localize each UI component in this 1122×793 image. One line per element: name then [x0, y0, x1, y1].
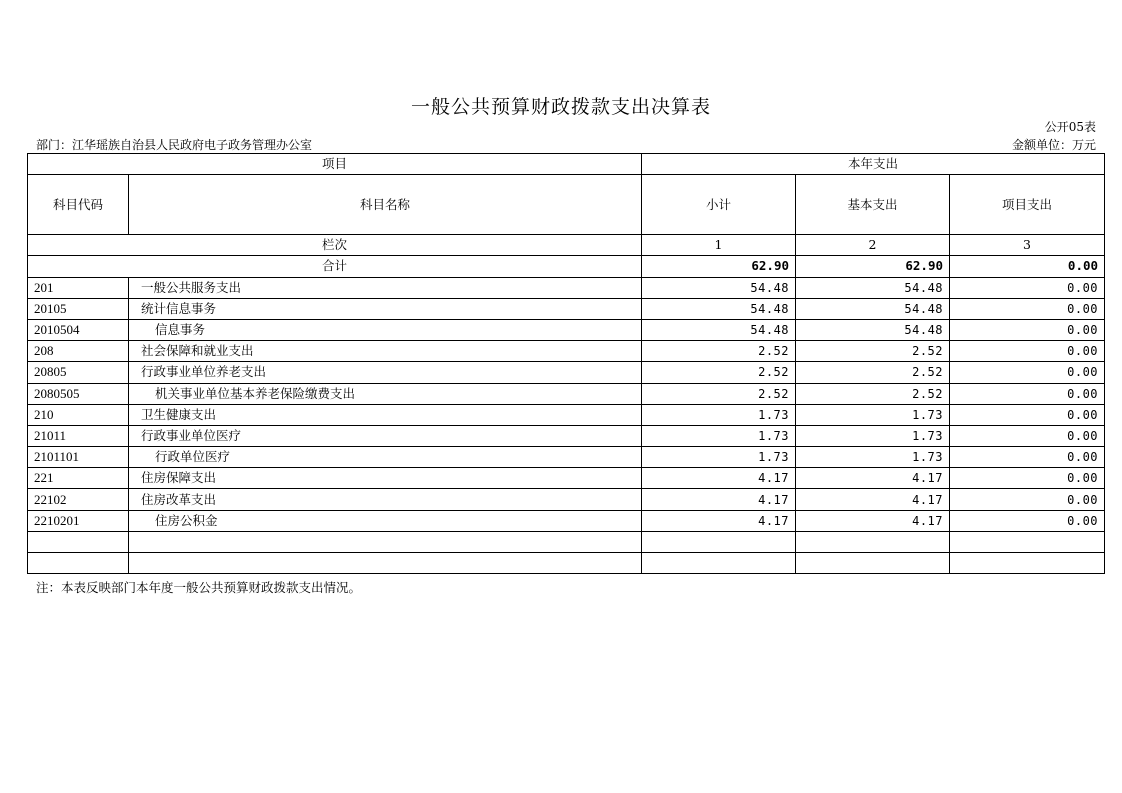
header-subtotal: 小计	[642, 175, 796, 235]
amount-unit-label: 金额单位：万元	[1011, 138, 1096, 152]
row-subtotal: 54.48	[642, 277, 796, 298]
header-row-2	[28, 175, 1105, 235]
row-name: 行政事业单位医疗	[141, 427, 242, 443]
row-name: 社会保障和就业支出	[141, 343, 254, 359]
header-current-year: 本年支出	[642, 154, 1105, 175]
header-code: 科目代码	[28, 175, 129, 235]
row-project: 0.00	[950, 362, 1105, 383]
empty-row	[28, 531, 1105, 552]
total-subtotal: 62.90	[642, 256, 796, 277]
row-basic: 54.48	[796, 298, 950, 319]
row-subtotal: 54.48	[642, 319, 796, 340]
total-row	[28, 256, 1105, 277]
empty-cell	[796, 531, 950, 552]
row-code: 208	[28, 341, 129, 362]
row-name-cell	[129, 341, 642, 362]
table-row	[28, 383, 1105, 404]
row-code: 20105	[28, 298, 129, 319]
column-number-3: 3	[950, 235, 1105, 256]
row-name: 机关事业单位基本养老保险缴费支出	[155, 385, 356, 401]
row-subtotal: 1.73	[642, 404, 796, 425]
row-name-cell	[129, 319, 642, 340]
page-title: 一般公共预算财政拨款支出决算表	[410, 96, 711, 118]
table-row	[28, 510, 1105, 531]
table-row	[28, 277, 1105, 298]
row-name-cell	[129, 510, 642, 531]
department-label: 部门：江华瑶族自治县人民政府电子政务管理办公室	[36, 138, 313, 152]
row-basic: 2.52	[796, 362, 950, 383]
row-basic: 54.48	[796, 319, 950, 340]
table-row	[28, 341, 1105, 362]
row-basic: 4.17	[796, 510, 950, 531]
row-code: 20805	[28, 362, 129, 383]
row-name: 住房改革支出	[141, 491, 217, 507]
total-basic: 62.90	[796, 256, 950, 277]
row-name-cell	[129, 362, 642, 383]
empty-cell	[28, 553, 129, 574]
column-number-row	[28, 235, 1105, 256]
row-code: 210	[28, 404, 129, 425]
table-row	[28, 489, 1105, 510]
row-name-cell	[129, 383, 642, 404]
row-project: 0.00	[950, 468, 1105, 489]
empty-row	[28, 553, 1105, 574]
row-project: 0.00	[950, 447, 1105, 468]
row-basic: 1.73	[796, 404, 950, 425]
empty-cell	[950, 531, 1105, 552]
row-name-cell	[129, 489, 642, 510]
expenditure-table	[27, 153, 1105, 574]
table-row	[28, 298, 1105, 319]
row-project: 0.00	[950, 510, 1105, 531]
column-number-label: 栏次	[28, 235, 642, 256]
row-code: 2210201	[28, 510, 129, 531]
total-label: 合计	[28, 256, 642, 277]
row-project: 0.00	[950, 404, 1105, 425]
row-name: 住房公积金	[155, 512, 218, 528]
row-subtotal: 54.48	[642, 298, 796, 319]
row-basic: 2.52	[796, 341, 950, 362]
empty-cell	[28, 531, 129, 552]
header-basic: 基本支出	[796, 175, 950, 235]
row-project: 0.00	[950, 341, 1105, 362]
row-name: 信息事务	[155, 322, 206, 338]
empty-cell	[950, 553, 1105, 574]
table-row	[28, 468, 1105, 489]
empty-cell	[642, 553, 796, 574]
row-name: 行政单位医疗	[155, 449, 231, 465]
row-subtotal: 2.52	[642, 341, 796, 362]
empty-cell	[129, 553, 642, 574]
row-basic: 1.73	[796, 447, 950, 468]
row-name-cell	[129, 277, 642, 298]
row-subtotal: 2.52	[642, 383, 796, 404]
row-name-cell	[129, 447, 642, 468]
empty-cell	[129, 531, 642, 552]
row-name-cell	[129, 425, 642, 446]
row-subtotal: 4.17	[642, 468, 796, 489]
empty-cell	[642, 531, 796, 552]
row-project: 0.00	[950, 298, 1105, 319]
row-basic: 4.17	[796, 468, 950, 489]
row-code: 2010504	[28, 319, 129, 340]
row-subtotal: 1.73	[642, 425, 796, 446]
row-code: 2080505	[28, 383, 129, 404]
row-basic: 54.48	[796, 277, 950, 298]
form-number: 公开05表	[1044, 120, 1096, 134]
column-number-1: 1	[642, 235, 796, 256]
row-subtotal: 4.17	[642, 489, 796, 510]
row-project: 0.00	[950, 277, 1105, 298]
header-project: 项目	[28, 154, 642, 175]
header-name: 科目名称	[129, 175, 642, 235]
row-name: 统计信息事务	[141, 300, 217, 316]
row-name-cell	[129, 468, 642, 489]
table-row	[28, 404, 1105, 425]
table-row	[28, 425, 1105, 446]
row-basic: 4.17	[796, 489, 950, 510]
row-subtotal: 4.17	[642, 510, 796, 531]
row-name: 卫生健康支出	[141, 406, 217, 422]
header-project-expenditure: 项目支出	[950, 175, 1105, 235]
table-note: 注：本表反映部门本年度一般公共预算财政拨款支出情况。	[36, 580, 362, 595]
row-project: 0.00	[950, 489, 1105, 510]
row-basic: 2.52	[796, 383, 950, 404]
row-code: 201	[28, 277, 129, 298]
row-code: 2101101	[28, 447, 129, 468]
row-name: 行政事业单位养老支出	[141, 364, 267, 380]
row-basic: 1.73	[796, 425, 950, 446]
table-row	[28, 362, 1105, 383]
table-row	[28, 447, 1105, 468]
row-project: 0.00	[950, 383, 1105, 404]
row-project: 0.00	[950, 425, 1105, 446]
row-name-cell	[129, 404, 642, 425]
row-subtotal: 1.73	[642, 447, 796, 468]
total-project: 0.00	[950, 256, 1105, 277]
row-code: 221	[28, 468, 129, 489]
row-code: 21011	[28, 425, 129, 446]
table-row	[28, 319, 1105, 340]
row-name: 一般公共服务支出	[141, 279, 242, 295]
header-row-1	[28, 154, 1105, 175]
column-number-2: 2	[796, 235, 950, 256]
row-subtotal: 2.52	[642, 362, 796, 383]
row-project: 0.00	[950, 319, 1105, 340]
row-name: 住房保障支出	[141, 470, 217, 486]
row-name-cell	[129, 298, 642, 319]
empty-cell	[796, 553, 950, 574]
row-code: 22102	[28, 489, 129, 510]
